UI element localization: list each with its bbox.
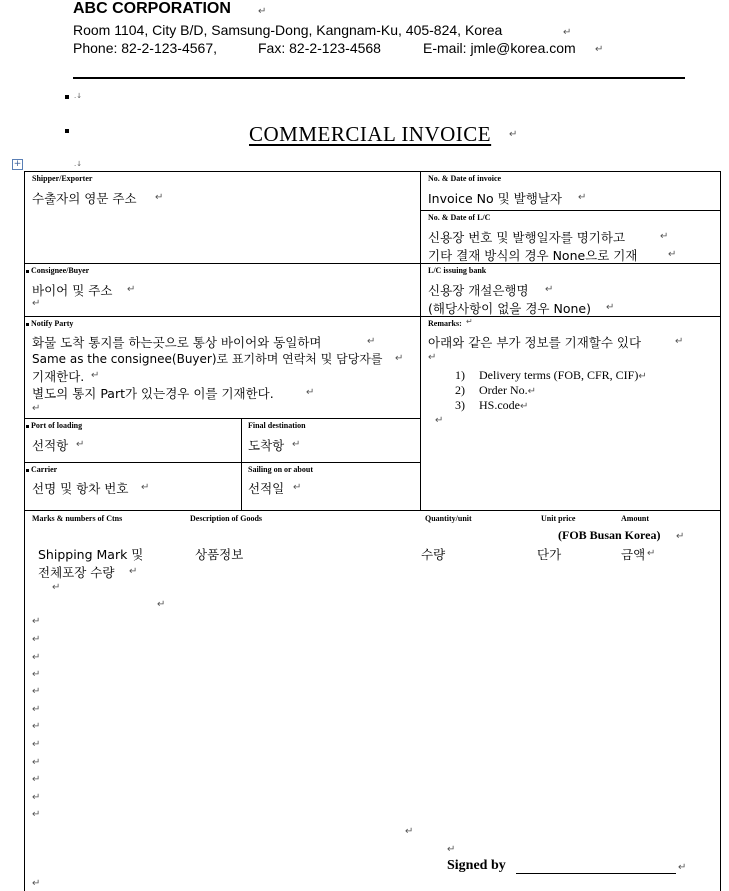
paragraph-mark: ↵ <box>32 809 41 820</box>
port-loading-value[interactable]: 선적항 <box>32 438 69 453</box>
paragraph-mark: ↵ <box>32 403 41 414</box>
paragraph-mark: ↵ <box>91 370 100 381</box>
remarks-item-text[interactable]: Order No. <box>479 383 528 397</box>
paragraph-mark: .↓ <box>74 160 83 168</box>
company-fax: Fax: 82-2-123-4568 <box>258 40 381 56</box>
header-rule <box>73 77 685 79</box>
lc-bank-line2[interactable]: (해당사항이 없을 경우 None) <box>428 301 591 316</box>
goods-marks-line2[interactable]: 전체포장 수량 <box>38 565 115 580</box>
paragraph-mark: ↵ <box>306 387 315 398</box>
paragraph-mark: ↵ <box>32 704 41 715</box>
signature-line[interactable] <box>516 873 676 874</box>
carrier-value[interactable]: 선명 및 항차 번호 <box>32 481 129 496</box>
paragraph-mark: ↵ <box>367 336 376 347</box>
table-border-top <box>24 171 721 172</box>
lc-bank-line1[interactable]: 신용장 개설은행명 <box>428 283 529 298</box>
invoice-title: COMMERCIAL INVOICE <box>249 122 492 146</box>
amount-header: Amount <box>621 514 650 523</box>
port-loading-label: Port of loading <box>26 421 82 430</box>
table-divider <box>24 462 421 463</box>
paragraph-mark: ↵ <box>155 192 164 203</box>
signed-by-label: Signed by <box>447 858 506 873</box>
paragraph-mark: ↵ <box>466 317 473 326</box>
quantity-header: Quantity/unit <box>425 514 472 523</box>
paragraph-mark: ↵ <box>292 439 301 450</box>
notify-label: Notify Party <box>26 319 73 328</box>
remarks-item-number: 1) <box>455 368 465 382</box>
paragraph-mark: ↵ <box>545 284 554 295</box>
description-header: Description of Goods <box>190 514 262 523</box>
price-basis: (FOB Busan Korea) <box>558 528 661 542</box>
table-divider <box>24 418 421 419</box>
paragraph-mark: ↵ <box>563 27 572 38</box>
table-move-handle[interactable]: + <box>13 159 22 169</box>
paragraph-mark: ↵ <box>52 582 61 593</box>
paragraph-mark: ↵ <box>647 548 656 559</box>
invoice-no-value[interactable]: Invoice No 및 발행날자 <box>428 191 562 206</box>
remarks-item-number: 3) <box>455 398 465 412</box>
paragraph-mark: ↵ <box>157 599 166 610</box>
paragraph-mark: ↵ <box>660 231 669 242</box>
invoice-no-label: No. & Date of invoice <box>428 174 502 183</box>
paragraph-mark: ↵ <box>32 616 41 627</box>
paragraph-mark: ↵ <box>428 352 437 363</box>
paragraph-mark: ↵ <box>447 844 456 855</box>
lc-no-line1[interactable]: 신용장 번호 및 발행일자를 명기하고 <box>428 230 626 245</box>
paragraph-mark: ↵ <box>405 826 414 837</box>
lc-bank-label: L/C issuing bank <box>428 266 487 275</box>
final-destination-value[interactable]: 도착항 <box>248 438 285 453</box>
paragraph-mark: ↵ <box>678 862 687 873</box>
shipper-value[interactable]: 수출자의 영문 주소 <box>32 191 137 206</box>
table-divider-middle <box>420 171 421 510</box>
company-email: E-mail: jmle@korea.com <box>423 40 576 56</box>
table-border-right <box>720 171 721 891</box>
carrier-label: Carrier <box>26 465 57 474</box>
marks-header: Marks & numbers of Ctns <box>32 514 123 523</box>
paragraph-mark: ↵ <box>129 566 138 577</box>
paragraph-mark: ↵ <box>32 774 41 785</box>
paragraph-mark: ↵ <box>76 439 85 450</box>
remarks-item-text[interactable]: Delivery terms (FOB, CFR, CIF) <box>479 368 639 382</box>
paragraph-mark: ↵ <box>32 298 41 309</box>
paragraph-mark: ↵ <box>606 302 615 313</box>
paragraph-mark: ↵ <box>32 721 41 732</box>
notify-line1[interactable]: 화물 도착 통지를 하는곳으로 통상 바이어와 동일하며 <box>32 335 322 350</box>
paragraph-mark: ↵ <box>32 634 41 645</box>
company-address: Room 1104, City B/D, Samsung-Dong, Kangnam-Ku, 405-824, Korea <box>73 22 503 38</box>
paragraph-mark: ↵ <box>676 531 685 542</box>
remarks-item-number: 2) <box>455 383 465 397</box>
notify-line3[interactable]: 기재한다. <box>32 369 85 384</box>
table-divider <box>24 316 721 317</box>
goods-marks-line1[interactable]: Shipping Mark 및 <box>38 547 144 562</box>
paragraph-mark: ↵ <box>595 44 604 55</box>
notify-line2[interactable]: Same as the consignee(Buyer)로 표기하며 연락처 및 담당자를 <box>32 352 383 366</box>
paragraph-mark: ↵ <box>32 792 41 803</box>
lc-no-line2[interactable]: 기타 결재 방식의 경우 None으로 기재 <box>428 248 638 263</box>
paragraph-mark: ↵ <box>638 371 647 382</box>
paragraph-mark: ↵ <box>141 482 150 493</box>
goods-description[interactable]: 상품정보 <box>195 547 244 562</box>
paragraph-mark: ↵ <box>258 6 267 17</box>
remarks-item <box>455 398 528 413</box>
final-destination-label: Final destination <box>248 421 306 430</box>
remarks-item <box>455 368 647 383</box>
list-bullet <box>65 95 69 99</box>
goods-amount[interactable]: 금액 <box>621 547 646 562</box>
sailing-label: Sailing on or about <box>248 465 313 474</box>
lc-no-label: No. & Date of L/C <box>428 213 491 222</box>
paragraph-mark: ↵ <box>668 249 677 260</box>
paragraph-mark: ↵ <box>32 652 41 663</box>
notify-line4[interactable]: 별도의 통지 Part가 있는경우 이를 기재한다. <box>32 386 274 401</box>
consignee-label: Consignee/Buyer <box>26 266 89 275</box>
remarks-item-text[interactable]: HS.code <box>479 398 520 412</box>
paragraph-mark: ↵ <box>127 284 136 295</box>
paragraph-mark: ↵ <box>32 669 41 680</box>
table-divider <box>24 510 721 511</box>
paragraph-mark: ↵ <box>395 353 404 364</box>
paragraph-mark: ↵ <box>32 739 41 750</box>
paragraph-mark: .↓ <box>74 92 83 100</box>
paragraph-mark: ↵ <box>527 386 537 397</box>
paragraph-mark: ↵ <box>32 686 41 697</box>
paragraph-mark: ↵ <box>578 192 587 203</box>
goods-quantity[interactable]: 수량 <box>421 547 446 562</box>
table-divider <box>420 210 721 211</box>
paragraph-mark: ↵ <box>520 401 529 412</box>
remarks-label: Remarks: <box>428 319 462 328</box>
shipper-label: Shipper/Exporter <box>32 174 93 183</box>
company-name: ABC CORPORATION <box>73 0 231 17</box>
table-divider <box>241 418 242 510</box>
paragraph-mark: ↵ <box>509 129 518 140</box>
remarks-item <box>455 383 536 398</box>
paragraph-mark: ↵ <box>435 415 444 426</box>
goods-unit-price[interactable]: 단가 <box>537 547 562 562</box>
company-phone: Phone: 82-2-123-4567, <box>73 40 217 56</box>
paragraph-mark: ↵ <box>32 757 41 768</box>
table-border-left <box>24 171 25 891</box>
consignee-value[interactable]: 바이어 및 주소 <box>32 283 113 298</box>
paragraph-mark: ↵ <box>32 878 41 889</box>
sailing-value[interactable]: 선적일 <box>248 481 285 496</box>
list-bullet <box>65 129 69 133</box>
paragraph-mark: ↵ <box>675 336 684 347</box>
unit-price-header: Unit price <box>541 514 576 523</box>
paragraph-mark: ↵ <box>293 482 302 493</box>
remarks-intro[interactable]: 아래와 같은 부가 정보를 기재할수 있다 <box>428 335 642 350</box>
